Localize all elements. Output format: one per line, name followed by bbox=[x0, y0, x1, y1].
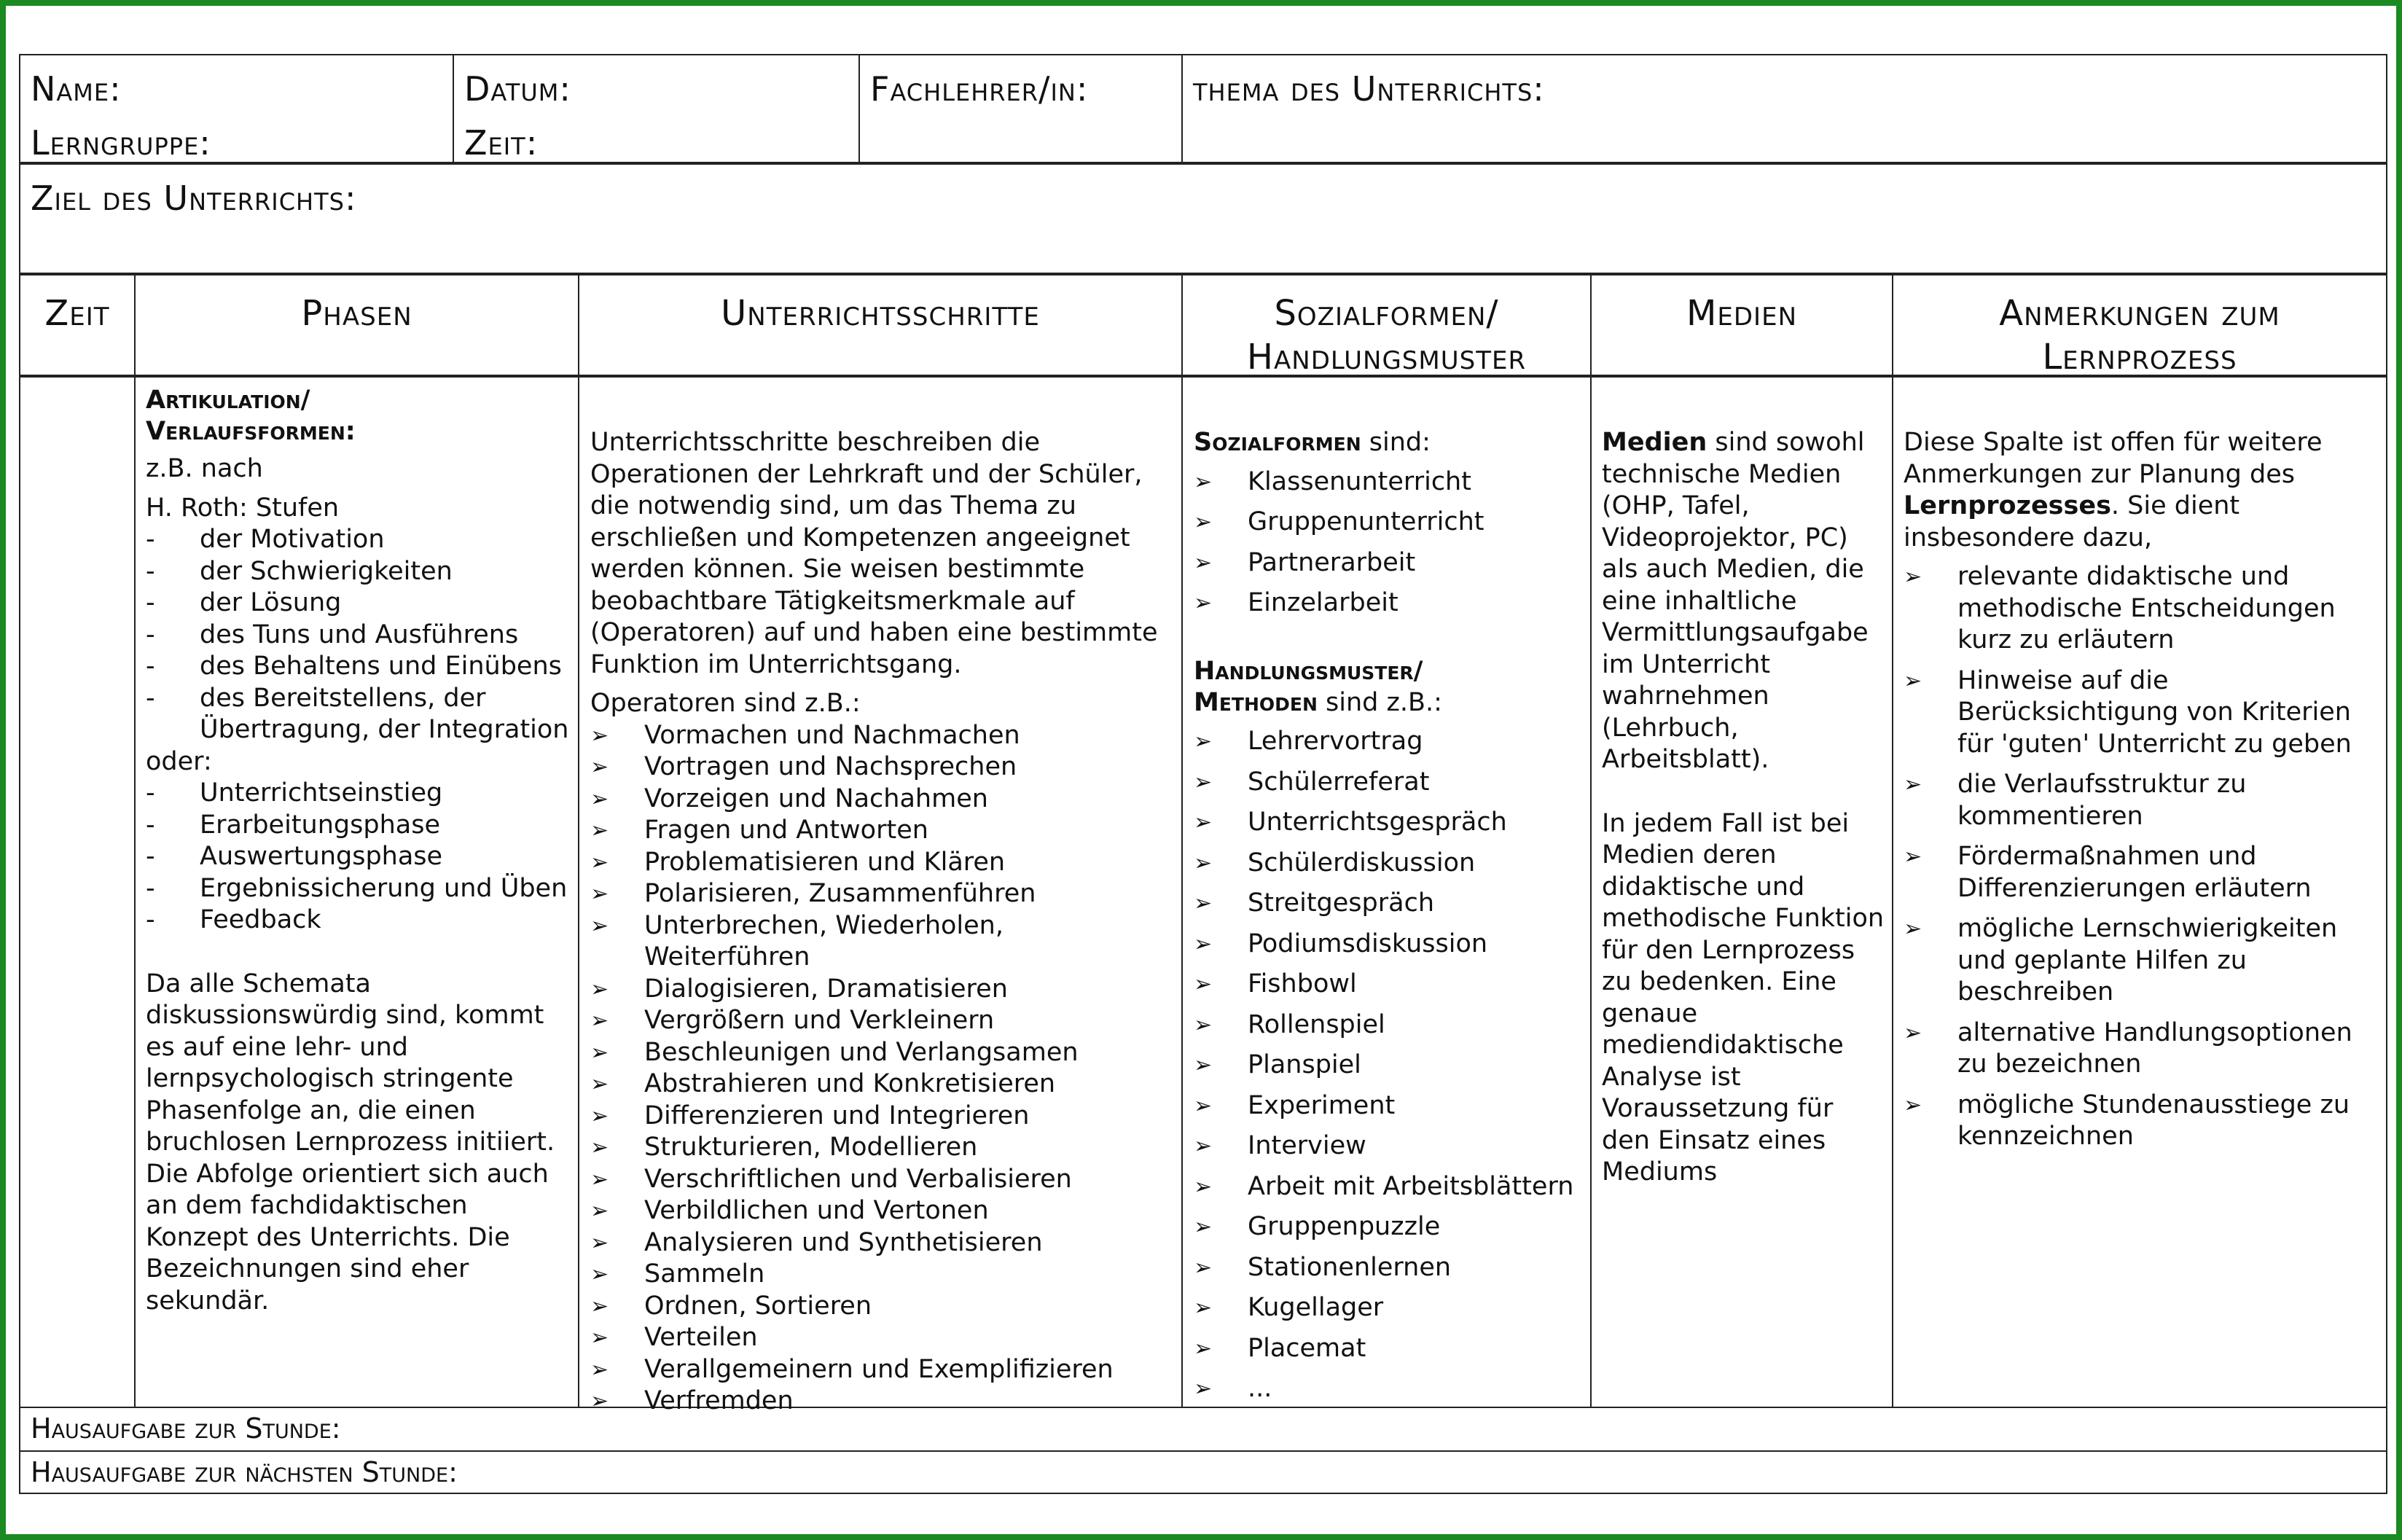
hausaufgabe-naechste-label: Hausaufgabe zur nächsten Stunde: bbox=[31, 1456, 458, 1488]
column-header-medien bbox=[1592, 275, 1892, 375]
column-header-phasen bbox=[136, 275, 578, 375]
sozialformen-sind: sind: bbox=[1361, 428, 1431, 457]
column-header-sozial-line1: Sozialformen/ bbox=[1274, 293, 1499, 334]
stufe-item: - des Tuns und Ausführens bbox=[146, 619, 576, 652]
anmerk-intro-bold: Lernprozesses bbox=[1904, 491, 2111, 520]
schritte-intro: Unterrichtsschritte beschreiben die Operationen der Lehrkraft und der Schüler, die notwendig sind, um das Thema zu erschließen und Kompetenzen angeeignet werden können. Sie weisen bestimmte beobachtbare Tätigkeitsmerkmale auf (Operatoren) auf und haben eine bestimmte Funktion im Unterrichtsgang. bbox=[590, 428, 1158, 679]
operator-item: ➢ Polarisieren, Zusammenführen bbox=[590, 878, 1173, 910]
sozialformen-content bbox=[1194, 427, 1587, 1414]
phase-item: - Ergebnissicherung und Üben bbox=[146, 873, 576, 905]
anmerkung-item: ➢ mögliche Stundenausstiege zu kennzeichnen bbox=[1904, 1090, 2385, 1153]
sozialform-item: ➢ Gruppenunterricht bbox=[1194, 507, 1587, 539]
operator-item: ➢ Vorzeigen und Nachahmen bbox=[590, 783, 1173, 816]
operator-item: ➢ Sammeln bbox=[590, 1259, 1173, 1291]
stufe-item: - der Lösung bbox=[146, 587, 576, 619]
operatoren-list bbox=[590, 720, 1173, 1418]
methode-item: ➢ Unterrichtsgespräch bbox=[1194, 807, 1587, 839]
operatoren-label: Operatoren sind z.B.: bbox=[590, 689, 861, 718]
methode-item: ➢ Streitgespräch bbox=[1194, 888, 1587, 920]
operator-item: ➢ Verteilen bbox=[590, 1322, 1173, 1354]
table-border-right bbox=[2386, 54, 2387, 1494]
methode-item: ➢ Fishbowl bbox=[1194, 969, 1587, 1001]
column-header-zeit bbox=[20, 275, 134, 375]
operator-item: ➢ Fragen und Antworten bbox=[590, 815, 1173, 847]
hausaufgabe-stunde-cell bbox=[20, 1408, 2385, 1450]
operator-item: ➢ Beschleunigen und Verlangsamen bbox=[590, 1037, 1173, 1069]
sozialform-item: ➢ Partnerarbeit bbox=[1194, 547, 1587, 579]
stufe-item: - der Schwierigkeiten bbox=[146, 556, 576, 588]
column-header-schritte bbox=[579, 275, 1181, 375]
methode-item: ➢ Rollenspiel bbox=[1194, 1009, 1587, 1041]
column-header-sozial-line2: Handlungsmuster bbox=[1246, 337, 1527, 378]
thema-label: thema des Unterrichts: bbox=[1193, 69, 1545, 109]
methode-item: ➢ ... bbox=[1194, 1373, 1587, 1405]
operator-item: ➢ Dialogisieren, Dramatisieren bbox=[590, 974, 1173, 1006]
column-header-anmerkungen bbox=[1893, 275, 2386, 378]
datum-cell bbox=[454, 55, 858, 162]
operator-item: ➢ Vormachen und Nachmachen bbox=[590, 720, 1173, 752]
anmerk-intro-a: Diese Spalte ist offen für weitere Anmerkungen zur Planung des bbox=[1904, 428, 2323, 489]
phasen-content bbox=[146, 385, 576, 1317]
operator-item: ➢ Abstrahieren und Konkretisieren bbox=[590, 1068, 1173, 1101]
ziel-cell bbox=[20, 165, 2385, 273]
operator-item: ➢ Vergrößern und Verkleinern bbox=[590, 1005, 1173, 1037]
table-rule bbox=[134, 273, 136, 1408]
phase-item: - Feedback bbox=[146, 904, 576, 937]
stufe-item: - des Bereitstellens, der Übertragung, der Integration bbox=[146, 683, 576, 746]
medien-text1: sind sowohl technische Medien (OHP, Tafel, Videoprojektor, PC) als auch Medien, die eine inhaltliche Vermittlungsaufgabe im Unterricht wahrnehmen (Lehrbuch, Arbeitsblatt). bbox=[1602, 428, 1869, 774]
operator-item: ➢ Differenzieren und Integrieren bbox=[590, 1101, 1173, 1133]
methode-item: ➢ Experiment bbox=[1194, 1090, 1587, 1122]
datum-label: Datum: bbox=[464, 69, 571, 109]
medien-bold-word: Medien bbox=[1602, 428, 1707, 457]
methoden-suffix: sind z.B.: bbox=[1317, 687, 1442, 717]
methode-item: ➢ Placemat bbox=[1194, 1333, 1587, 1365]
operator-item: ➢ Analysieren und Synthetisieren bbox=[590, 1227, 1173, 1259]
anmerkung-item: ➢ mögliche Lernschwierigkeiten und geplante Hilfen zu beschreiben bbox=[1904, 913, 2385, 1009]
anmerkung-item: ➢ Fördermaßnahmen und Differenzierungen erläutern bbox=[1904, 841, 2385, 904]
operator-item: ➢ Verallgemeinern und Exemplifizieren bbox=[590, 1354, 1173, 1386]
operator-item: ➢ Unterbrechen, Wiederholen, Weiterführen bbox=[590, 910, 1173, 974]
phasen-oder: oder: bbox=[146, 746, 212, 776]
sozialform-item: ➢ Einzelarbeit bbox=[1194, 587, 1587, 619]
sozialformen-label: Sozialformen bbox=[1194, 428, 1361, 457]
operator-item: ➢ Problematisieren und Klären bbox=[590, 847, 1173, 879]
phasen-list bbox=[146, 778, 576, 937]
methoden-label: Methoden bbox=[1194, 687, 1318, 717]
column-header-medien-text: Medien bbox=[1686, 293, 1798, 334]
thema-cell bbox=[1183, 55, 2385, 162]
ziel-label: Ziel des Unterrichts: bbox=[31, 179, 357, 218]
methode-item: ➢ Kugellager bbox=[1194, 1292, 1587, 1324]
anmerk-intro-b: . Sie dient insbesondere dazu, bbox=[1904, 491, 2240, 552]
zeit-label: Zeit: bbox=[464, 122, 539, 163]
hausaufgabe-stunde-label: Hausaufgabe zur Stunde: bbox=[31, 1412, 341, 1445]
medien-content bbox=[1602, 427, 1889, 1189]
anmerkungen-intro bbox=[1904, 427, 2385, 554]
column-header-anmerk-line2: Lernprozess bbox=[2042, 337, 2237, 378]
sozialform-item: ➢ Klassenunterricht bbox=[1194, 466, 1587, 499]
phase-item: - Unterrichtseinstieg bbox=[146, 778, 576, 810]
table-rule bbox=[1181, 273, 1183, 1408]
operator-item: ➢ Vortragen und Nachsprechen bbox=[590, 751, 1173, 783]
phasen-note: Da alle Schemata diskussionswürdig sind, kommt es auf eine lehr- und lernpsychologisch stringente Phasenfolge an, die einen bruchlosen Lernprozess initiiert. Die Abfolge orientiert sich auch an dem fachdidaktischen Konzept des Unterrichts. Die Bezeichnungen sind eher sekundär. bbox=[146, 969, 555, 1316]
methode-item: ➢ Schülerdiskussion bbox=[1194, 848, 1587, 880]
name-label: Name: bbox=[31, 69, 122, 109]
medien-paragraph-1 bbox=[1602, 427, 1889, 776]
column-header-phasen-text: Phasen bbox=[301, 293, 412, 334]
methode-item: ➢ Planspiel bbox=[1194, 1050, 1587, 1082]
fachlehrer-label: Fachlehrer/in: bbox=[870, 69, 1089, 109]
operator-item: ➢ Verbildlichen und Vertonen bbox=[590, 1195, 1173, 1227]
schritte-content bbox=[590, 427, 1173, 1418]
operator-item: ➢ Strukturieren, Modellieren bbox=[590, 1132, 1173, 1164]
anmerkung-item: ➢ die Verlaufsstruktur zu kommentieren bbox=[1904, 769, 2385, 832]
anmerkung-item: ➢ relevante didaktische und methodische Entscheidungen kurz zu erläutern bbox=[1904, 561, 2385, 657]
stufe-item: - des Behaltens und Einübens bbox=[146, 651, 576, 683]
handlungsmuster-label: Handlungsmuster/ bbox=[1194, 656, 1423, 686]
methode-item: ➢ Arbeit mit Arbeitsblättern bbox=[1194, 1171, 1587, 1203]
medien-paragraph-2: In jedem Fall ist bei Medien deren didaktische und methodische Funktion für den Lernprozess zu bedenken. Eine genaue mediendidaktische Analyse ist Voraussetzung für den Einsatz eines Mediums bbox=[1602, 808, 1885, 1187]
methoden-list bbox=[1194, 726, 1587, 1405]
anmerkungen-list bbox=[1904, 561, 2385, 1153]
table-rule bbox=[1590, 273, 1592, 1408]
fachlehrer-cell bbox=[860, 55, 1181, 162]
column-header-anmerk-line1: Anmerkungen zum bbox=[1999, 293, 2280, 334]
table-rule bbox=[1892, 273, 1893, 1408]
name-cell bbox=[20, 55, 450, 162]
hausaufgabe-naechste-cell bbox=[20, 1452, 2385, 1493]
stufen-list bbox=[146, 524, 576, 746]
stufe-item: - der Motivation bbox=[146, 524, 576, 556]
phase-item: - Auswertungsphase bbox=[146, 841, 576, 873]
anmerkung-item: ➢ Hinweise auf die Berücksichtigung von Kriterien für 'guten' Unterricht zu geben bbox=[1904, 665, 2385, 761]
methode-item: ➢ Interview bbox=[1194, 1130, 1587, 1162]
operator-item: ➢ Verfremden bbox=[590, 1385, 1173, 1418]
lesson-plan-table bbox=[19, 54, 2387, 1494]
methode-item: ➢ Schülerreferat bbox=[1194, 767, 1587, 799]
methode-item: ➢ Podiumsdiskussion bbox=[1194, 929, 1587, 961]
phasen-title-line2: Verlaufsformen: bbox=[146, 417, 356, 446]
lerngruppe-label: Lerngruppe: bbox=[31, 122, 211, 163]
column-header-zeit-text: Zeit bbox=[44, 293, 110, 334]
column-header-schritte-text: Unterrichtsschritte bbox=[721, 293, 1040, 334]
table-rule bbox=[578, 273, 579, 1408]
phasen-intro2: H. Roth: Stufen bbox=[146, 493, 340, 523]
phasen-title-line1: Artikulation/ bbox=[146, 386, 310, 415]
sozialformen-list bbox=[1194, 466, 1587, 619]
methode-item: ➢ Lehrervortrag bbox=[1194, 726, 1587, 758]
column-header-sozialformen bbox=[1183, 275, 1590, 378]
anmerkung-item: ➢ alternative Handlungsoptionen zu bezeichnen bbox=[1904, 1017, 2385, 1081]
anmerkungen-content bbox=[1904, 427, 2385, 1162]
operator-item: ➢ Verschriftlichen und Verbalisieren bbox=[590, 1164, 1173, 1196]
phase-item: - Erarbeitungsphase bbox=[146, 810, 576, 842]
methode-item: ➢ Stationenlernen bbox=[1194, 1252, 1587, 1284]
operator-item: ➢ Ordnen, Sortieren bbox=[590, 1291, 1173, 1323]
phasen-intro1: z.B. nach bbox=[146, 454, 263, 483]
methode-item: ➢ Gruppenpuzzle bbox=[1194, 1211, 1587, 1243]
table-border-bottom bbox=[19, 1493, 2387, 1494]
